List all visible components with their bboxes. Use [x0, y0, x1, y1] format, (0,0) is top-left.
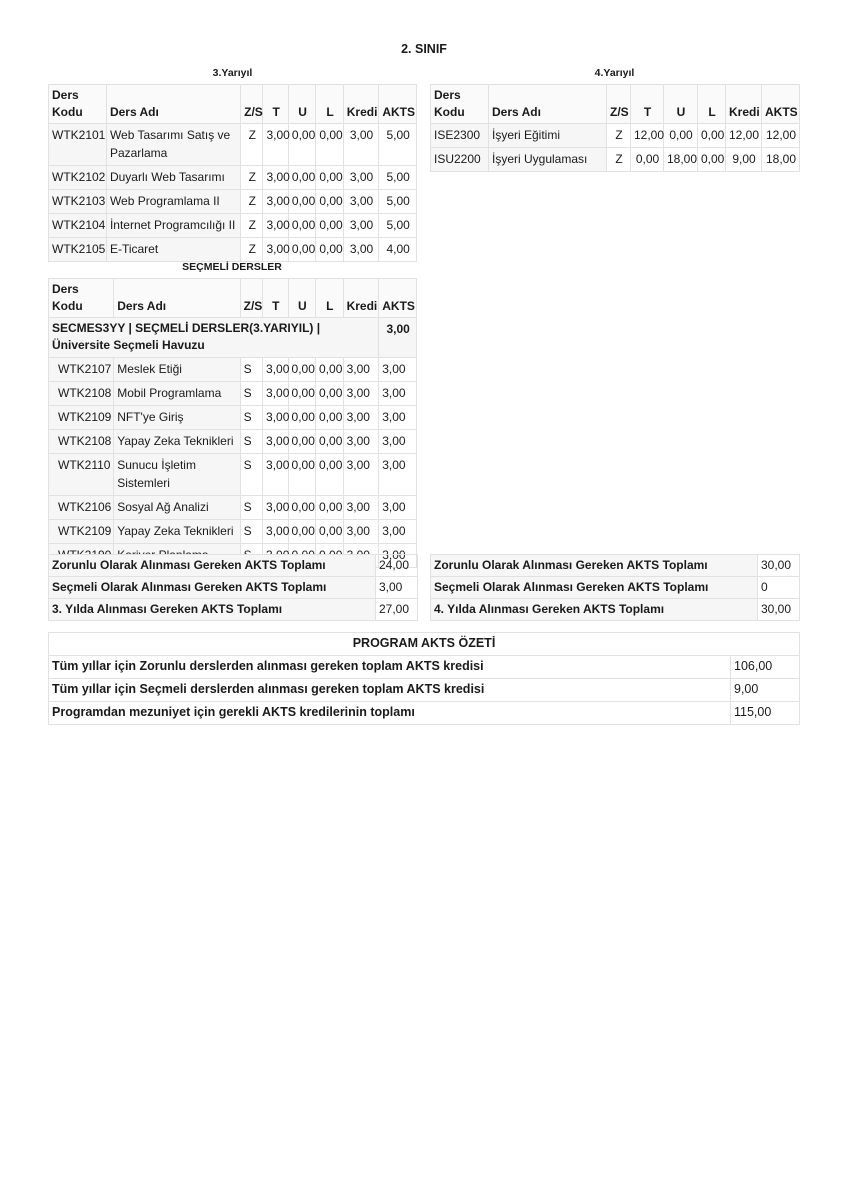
- course-name: Duyarlı Web Tasarımı: [106, 166, 240, 190]
- course-zs: Z: [241, 166, 263, 190]
- course-code: WTK2109: [49, 520, 114, 544]
- course-u: 0,00: [288, 124, 315, 166]
- program-summary-row: [49, 679, 800, 702]
- course-kredi: 12,00: [726, 124, 762, 148]
- program-summary-header-row: [49, 633, 800, 656]
- course-u: 0,00: [288, 214, 315, 238]
- col-code: Ders Kodu: [49, 85, 107, 124]
- course-zs: Z: [607, 124, 631, 148]
- summary-value: 30,00: [758, 599, 800, 621]
- course-kredi: 3,00: [343, 430, 379, 454]
- course-t: 3,00: [263, 430, 288, 454]
- course-zs: Z: [607, 148, 631, 172]
- course-t: 12,00: [631, 124, 664, 148]
- course-row: [49, 382, 417, 406]
- course-u: 0,00: [288, 166, 315, 190]
- course-t: 0,00: [631, 148, 664, 172]
- elective-pool-row: [49, 318, 417, 358]
- course-akts: 5,00: [379, 166, 417, 190]
- course-t: 3,00: [263, 358, 288, 382]
- course-code: WTK2108: [49, 382, 114, 406]
- course-name: İşyeri Uygulaması: [489, 148, 607, 172]
- course-t: 3,00: [263, 406, 288, 430]
- summary-row: [431, 577, 800, 599]
- summary-value: 27,00: [376, 599, 418, 621]
- course-zs: Z: [241, 124, 263, 166]
- course-row: [49, 406, 417, 430]
- program-summary-label: Tüm yıllar için Seçmeli derslerden alınması gereken toplam AKTS kredisi: [49, 679, 731, 702]
- summary-label: Zorunlu Olarak Alınması Gereken AKTS Toplamı: [49, 555, 376, 577]
- course-zs: Z: [241, 214, 263, 238]
- col-code: Ders Kodu: [431, 85, 489, 124]
- course-code: WTK2107: [49, 358, 114, 382]
- col-u: U: [288, 85, 315, 124]
- course-name: Yapay Zeka Teknikleri: [114, 520, 240, 544]
- course-code: WTK2110: [49, 454, 114, 496]
- course-akts: 3,00: [379, 406, 417, 430]
- col-name: Ders Adı: [114, 279, 240, 318]
- program-summary-row: [49, 702, 800, 725]
- program-summary-value: 9,00: [731, 679, 800, 702]
- year-4-summary-table: [430, 554, 800, 621]
- course-t: 3,00: [263, 238, 288, 262]
- course-code: WTK2104: [49, 214, 107, 238]
- electives-table: [48, 278, 417, 568]
- course-l: 0,00: [316, 382, 344, 406]
- course-akts: 4,00: [379, 238, 417, 262]
- summary-value: 24,00: [376, 555, 418, 577]
- table-header-row: [49, 85, 417, 124]
- col-t: T: [263, 85, 288, 124]
- course-row: [49, 190, 417, 214]
- course-t: 3,00: [263, 124, 288, 166]
- summary-row: [431, 599, 800, 621]
- course-u: 0,00: [288, 238, 315, 262]
- col-l: L: [316, 279, 344, 318]
- summary-label: Zorunlu Olarak Alınması Gereken AKTS Toplamı: [431, 555, 758, 577]
- course-u: 0,00: [664, 124, 698, 148]
- elective-pool-akts: 3,00: [379, 318, 417, 358]
- course-kredi: 3,00: [343, 382, 379, 406]
- course-t: 3,00: [263, 454, 288, 496]
- elective-pool-label: SECMES3YY | SEÇMELİ DERSLER(3.YARIYIL) | Üniversite Seçmeli Havuzu: [49, 318, 379, 358]
- program-summary-label: Tüm yıllar için Zorunlu derslerden alınması gereken toplam AKTS kredisi: [49, 656, 731, 679]
- course-akts: 3,00: [379, 544, 417, 568]
- course-l: 0,00: [698, 148, 726, 172]
- col-l: L: [316, 85, 343, 124]
- col-akts: AKTS: [762, 85, 800, 124]
- course-l: 0,00: [316, 520, 344, 544]
- course-u: 0,00: [288, 496, 316, 520]
- course-kredi: 9,00: [726, 148, 762, 172]
- course-name: İşyeri Eğitimi: [489, 124, 607, 148]
- electives-title: SEÇMELİ DERSLER: [182, 261, 282, 273]
- semester-3-title: 3.Yarıyıl: [212, 67, 253, 79]
- course-kredi: 3,00: [343, 166, 379, 190]
- course-akts: 3,00: [379, 496, 417, 520]
- course-name: Sunucu İşletim Sistemleri: [114, 454, 240, 496]
- course-row: [49, 454, 417, 496]
- course-name: Web Programlama II: [106, 190, 240, 214]
- course-name: Web Tasarımı Satış ve Pazarlama: [106, 124, 240, 166]
- course-zs: S: [240, 358, 262, 382]
- col-kredi: Kredi: [343, 85, 379, 124]
- course-name: Meslek Etiği: [114, 358, 240, 382]
- course-u: 0,00: [288, 406, 316, 430]
- summary-label: 3. Yılda Alınması Gereken AKTS Toplamı: [49, 599, 376, 621]
- year-3-summary-table: [48, 554, 418, 621]
- col-akts: AKTS: [379, 279, 417, 318]
- summary-value: 0: [758, 577, 800, 599]
- course-t: 3,00: [263, 496, 288, 520]
- course-name: Yapay Zeka Teknikleri: [114, 430, 240, 454]
- course-row: [49, 124, 417, 166]
- program-summary-title: PROGRAM AKTS ÖZETİ: [49, 633, 800, 656]
- course-akts: 3,00: [379, 430, 417, 454]
- course-l: 0,00: [316, 496, 344, 520]
- course-u: 0,00: [288, 454, 316, 496]
- col-t: T: [263, 279, 288, 318]
- col-kredi: Kredi: [343, 279, 379, 318]
- program-summary-row: [49, 656, 800, 679]
- course-code: WTK2105: [49, 238, 107, 262]
- col-t: T: [631, 85, 664, 124]
- course-l: 0,00: [316, 454, 344, 496]
- col-kredi: Kredi: [726, 85, 762, 124]
- col-zs: Z/S: [240, 279, 262, 318]
- col-zs: Z/S: [241, 85, 263, 124]
- course-akts: 5,00: [379, 214, 417, 238]
- course-l: 0,00: [698, 124, 726, 148]
- course-akts: 5,00: [379, 190, 417, 214]
- col-u: U: [288, 279, 316, 318]
- course-t: 3,00: [263, 382, 288, 406]
- course-code: ISU2200: [431, 148, 489, 172]
- course-u: 0,00: [288, 382, 316, 406]
- course-akts: 3,00: [379, 358, 417, 382]
- col-l: L: [698, 85, 726, 124]
- course-kredi: 3,00: [343, 454, 379, 496]
- summary-value: 30,00: [758, 555, 800, 577]
- course-name: Mobil Programlama: [114, 382, 240, 406]
- course-akts: 12,00: [762, 124, 800, 148]
- course-akts: 3,00: [379, 382, 417, 406]
- program-summary-value: 115,00: [731, 702, 800, 725]
- course-code: ISE2300: [431, 124, 489, 148]
- course-u: 0,00: [288, 358, 316, 382]
- course-t: 3,00: [263, 214, 288, 238]
- course-t: 3,00: [263, 190, 288, 214]
- course-u: 0,00: [288, 430, 316, 454]
- course-l: 0,00: [316, 358, 344, 382]
- course-l: 0,00: [316, 406, 344, 430]
- course-kredi: 3,00: [343, 520, 379, 544]
- course-t: 3,00: [263, 166, 288, 190]
- course-l: 0,00: [316, 238, 343, 262]
- course-kredi: 3,00: [343, 238, 379, 262]
- course-zs: S: [240, 382, 262, 406]
- program-summary-table: [48, 632, 800, 725]
- course-l: 0,00: [316, 430, 344, 454]
- course-u: 18,00: [664, 148, 698, 172]
- course-zs: S: [240, 454, 262, 496]
- course-akts: 3,00: [379, 520, 417, 544]
- summary-row: [49, 577, 418, 599]
- program-summary-value: 106,00: [731, 656, 800, 679]
- course-kredi: 3,00: [343, 358, 379, 382]
- course-code: WTK2102: [49, 166, 107, 190]
- col-code: Ders Kodu: [49, 279, 114, 318]
- summary-value: 3,00: [376, 577, 418, 599]
- col-name: Ders Adı: [489, 85, 607, 124]
- course-l: 0,00: [316, 124, 343, 166]
- course-zs: S: [240, 496, 262, 520]
- course-t: 3,00: [263, 520, 288, 544]
- semester-3-table: [48, 84, 417, 262]
- course-l: 0,00: [316, 190, 343, 214]
- course-code: WTK2106: [49, 496, 114, 520]
- summary-row: [431, 555, 800, 577]
- summary-row: [49, 599, 418, 621]
- course-row: [431, 124, 800, 148]
- course-l: 0,00: [316, 214, 343, 238]
- course-row: [49, 238, 417, 262]
- course-kredi: 3,00: [343, 214, 379, 238]
- course-kredi: 3,00: [343, 496, 379, 520]
- course-code: WTK2103: [49, 190, 107, 214]
- col-u: U: [664, 85, 698, 124]
- course-akts: 3,00: [379, 454, 417, 496]
- col-zs: Z/S: [607, 85, 631, 124]
- course-row: [49, 430, 417, 454]
- course-kredi: 3,00: [343, 124, 379, 166]
- course-zs: Z: [241, 238, 263, 262]
- course-kredi: 3,00: [343, 190, 379, 214]
- course-zs: Z: [241, 190, 263, 214]
- course-row: [49, 520, 417, 544]
- summary-label: 4. Yılda Alınması Gereken AKTS Toplamı: [431, 599, 758, 621]
- course-code: WTK2108: [49, 430, 114, 454]
- summary-label: Seçmeli Olarak Alınması Gereken AKTS Toplamı: [49, 577, 376, 599]
- course-name: Sosyal Ağ Analizi: [114, 496, 240, 520]
- course-zs: S: [240, 430, 262, 454]
- table-header-row: [49, 279, 417, 318]
- course-akts: 5,00: [379, 124, 417, 166]
- course-name: İnternet Programcılığı II: [106, 214, 240, 238]
- summary-label: Seçmeli Olarak Alınması Gereken AKTS Toplamı: [431, 577, 758, 599]
- course-u: 0,00: [288, 190, 315, 214]
- course-row: [49, 166, 417, 190]
- semester-4-title: 4.Yarıyıl: [594, 67, 635, 79]
- program-summary-label: Programdan mezuniyet için gerekli AKTS kredilerinin toplamı: [49, 702, 731, 725]
- summary-row: [49, 555, 418, 577]
- course-name: E-Ticaret: [106, 238, 240, 262]
- course-row: [49, 214, 417, 238]
- col-name: Ders Adı: [106, 85, 240, 124]
- course-u: 0,00: [288, 520, 316, 544]
- course-zs: S: [240, 406, 262, 430]
- page-title: 2. SINIF: [401, 42, 447, 56]
- course-code: WTK2109: [49, 406, 114, 430]
- course-row: [49, 496, 417, 520]
- course-kredi: 3,00: [343, 406, 379, 430]
- course-zs: S: [240, 520, 262, 544]
- course-code: WTK2101: [49, 124, 107, 166]
- course-row: [49, 358, 417, 382]
- table-header-row: [431, 85, 800, 124]
- col-akts: AKTS: [379, 85, 417, 124]
- course-name: NFT'ye Giriş: [114, 406, 240, 430]
- course-akts: 18,00: [762, 148, 800, 172]
- semester-4-table: [430, 84, 800, 172]
- course-row: [431, 148, 800, 172]
- course-l: 0,00: [316, 166, 343, 190]
